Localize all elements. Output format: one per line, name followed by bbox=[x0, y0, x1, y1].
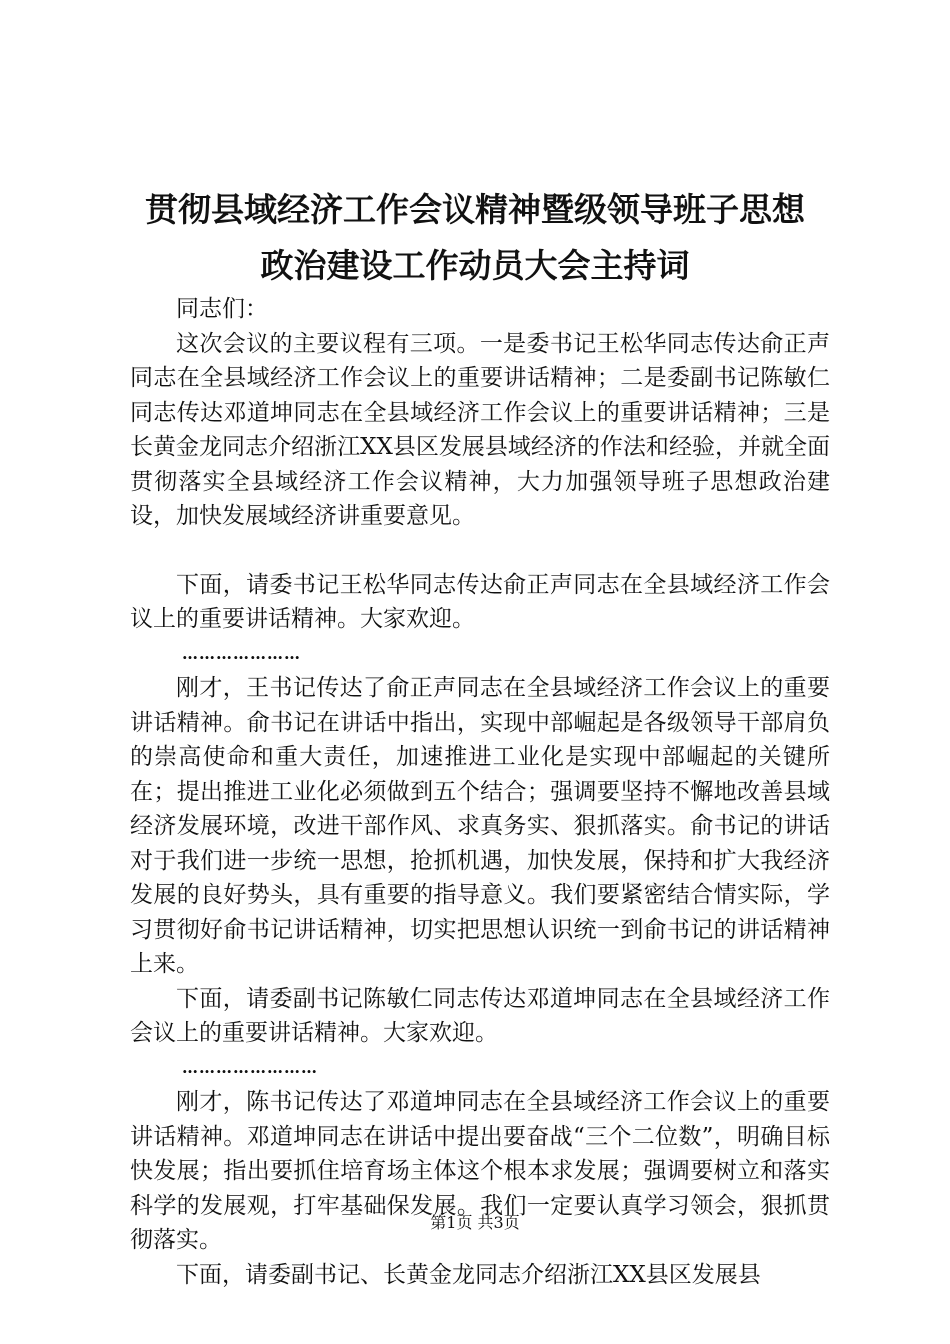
ellipsis-separator-2: …………………… bbox=[182, 1057, 318, 1077]
document-title-line-2: 政治建设工作动员大会主持词 bbox=[260, 246, 690, 285]
paragraph-agenda: 这次会议的主要议程有三项。一是委书记王松华同志传达俞正声同志在全县域经济工作会议上的重要讲话精神；二是委副书记陈敏仁同志传达邓道坤同志在全县域经济工作会议上的重要讲话精神；三是长黄金龙同志介绍浙江XX县区发展县域经济的作法和经验，并就全面贯彻落实全县域经济工作会议精神，大力加强领导班子思想政治建设，加快发展域经济讲重要意见。 bbox=[130, 330, 830, 529]
paragraph-invite-2: 下面，请委副书记陈敏仁同志传达邓道坤同志在全县域经济工作会议上的重要讲话精神。大家欢迎。 bbox=[130, 985, 830, 1046]
document-title-line-1: 贯彻县域经济工作会议精神暨级领导班子思想 bbox=[145, 190, 805, 229]
paragraph-spacer bbox=[130, 534, 830, 568]
ellipsis-separator-1: ………………… bbox=[182, 643, 301, 663]
salutation: 同志们： bbox=[176, 296, 268, 322]
paragraph-invite-3: 下面，请委副书记、长黄金龙同志介绍浙江XX县区发展县 bbox=[176, 1261, 761, 1288]
paragraph-invite-1: 下面，请委书记王松华同志传达俞正声同志在全县域经济工作会议上的重要讲话精神。大家欢迎。 bbox=[130, 571, 830, 632]
document-body bbox=[130, 292, 830, 1292]
paragraph-summary-2: 刚才，陈书记传达了邓道坤同志在全县域经济工作会议上的重要讲话精神。邓道坤同志在讲话中提出要奋战“三个二位数”，明确目标快发展；指出要抓住培育场主体这个根本求发展；强调要树立和落实科学的发展观，打牢基础保发展。我们一定要认真学习领会，狠抓贯彻落实。 bbox=[130, 1089, 830, 1253]
paragraph-summary-1: 刚才，王书记传达了俞正声同志在全县域经济工作会议上的重要讲话精神。俞书记在讲话中指出，实现中部崛起是各级领导干部肩负的崇高使命和重大责任，加速推进工业化是实现中部崛起的关键所在；提出推进工业化必须做到五个结合；强调要坚持不懈地改善县域经济发展环境，改进干部作风、求真务实、狠抓落实。俞书记的讲话对于我们进一步统一思想，抢抓机遇，加快发展，保持和扩大我经济发展的良好势头，具有重要的指导意义。我们要紧密结合情实际，学习贯彻好俞书记讲话精神，切实把思想认识统一到俞书记的讲话精神上来。 bbox=[130, 675, 830, 977]
page-number-footer: 第1页 共3页 bbox=[430, 1213, 520, 1232]
